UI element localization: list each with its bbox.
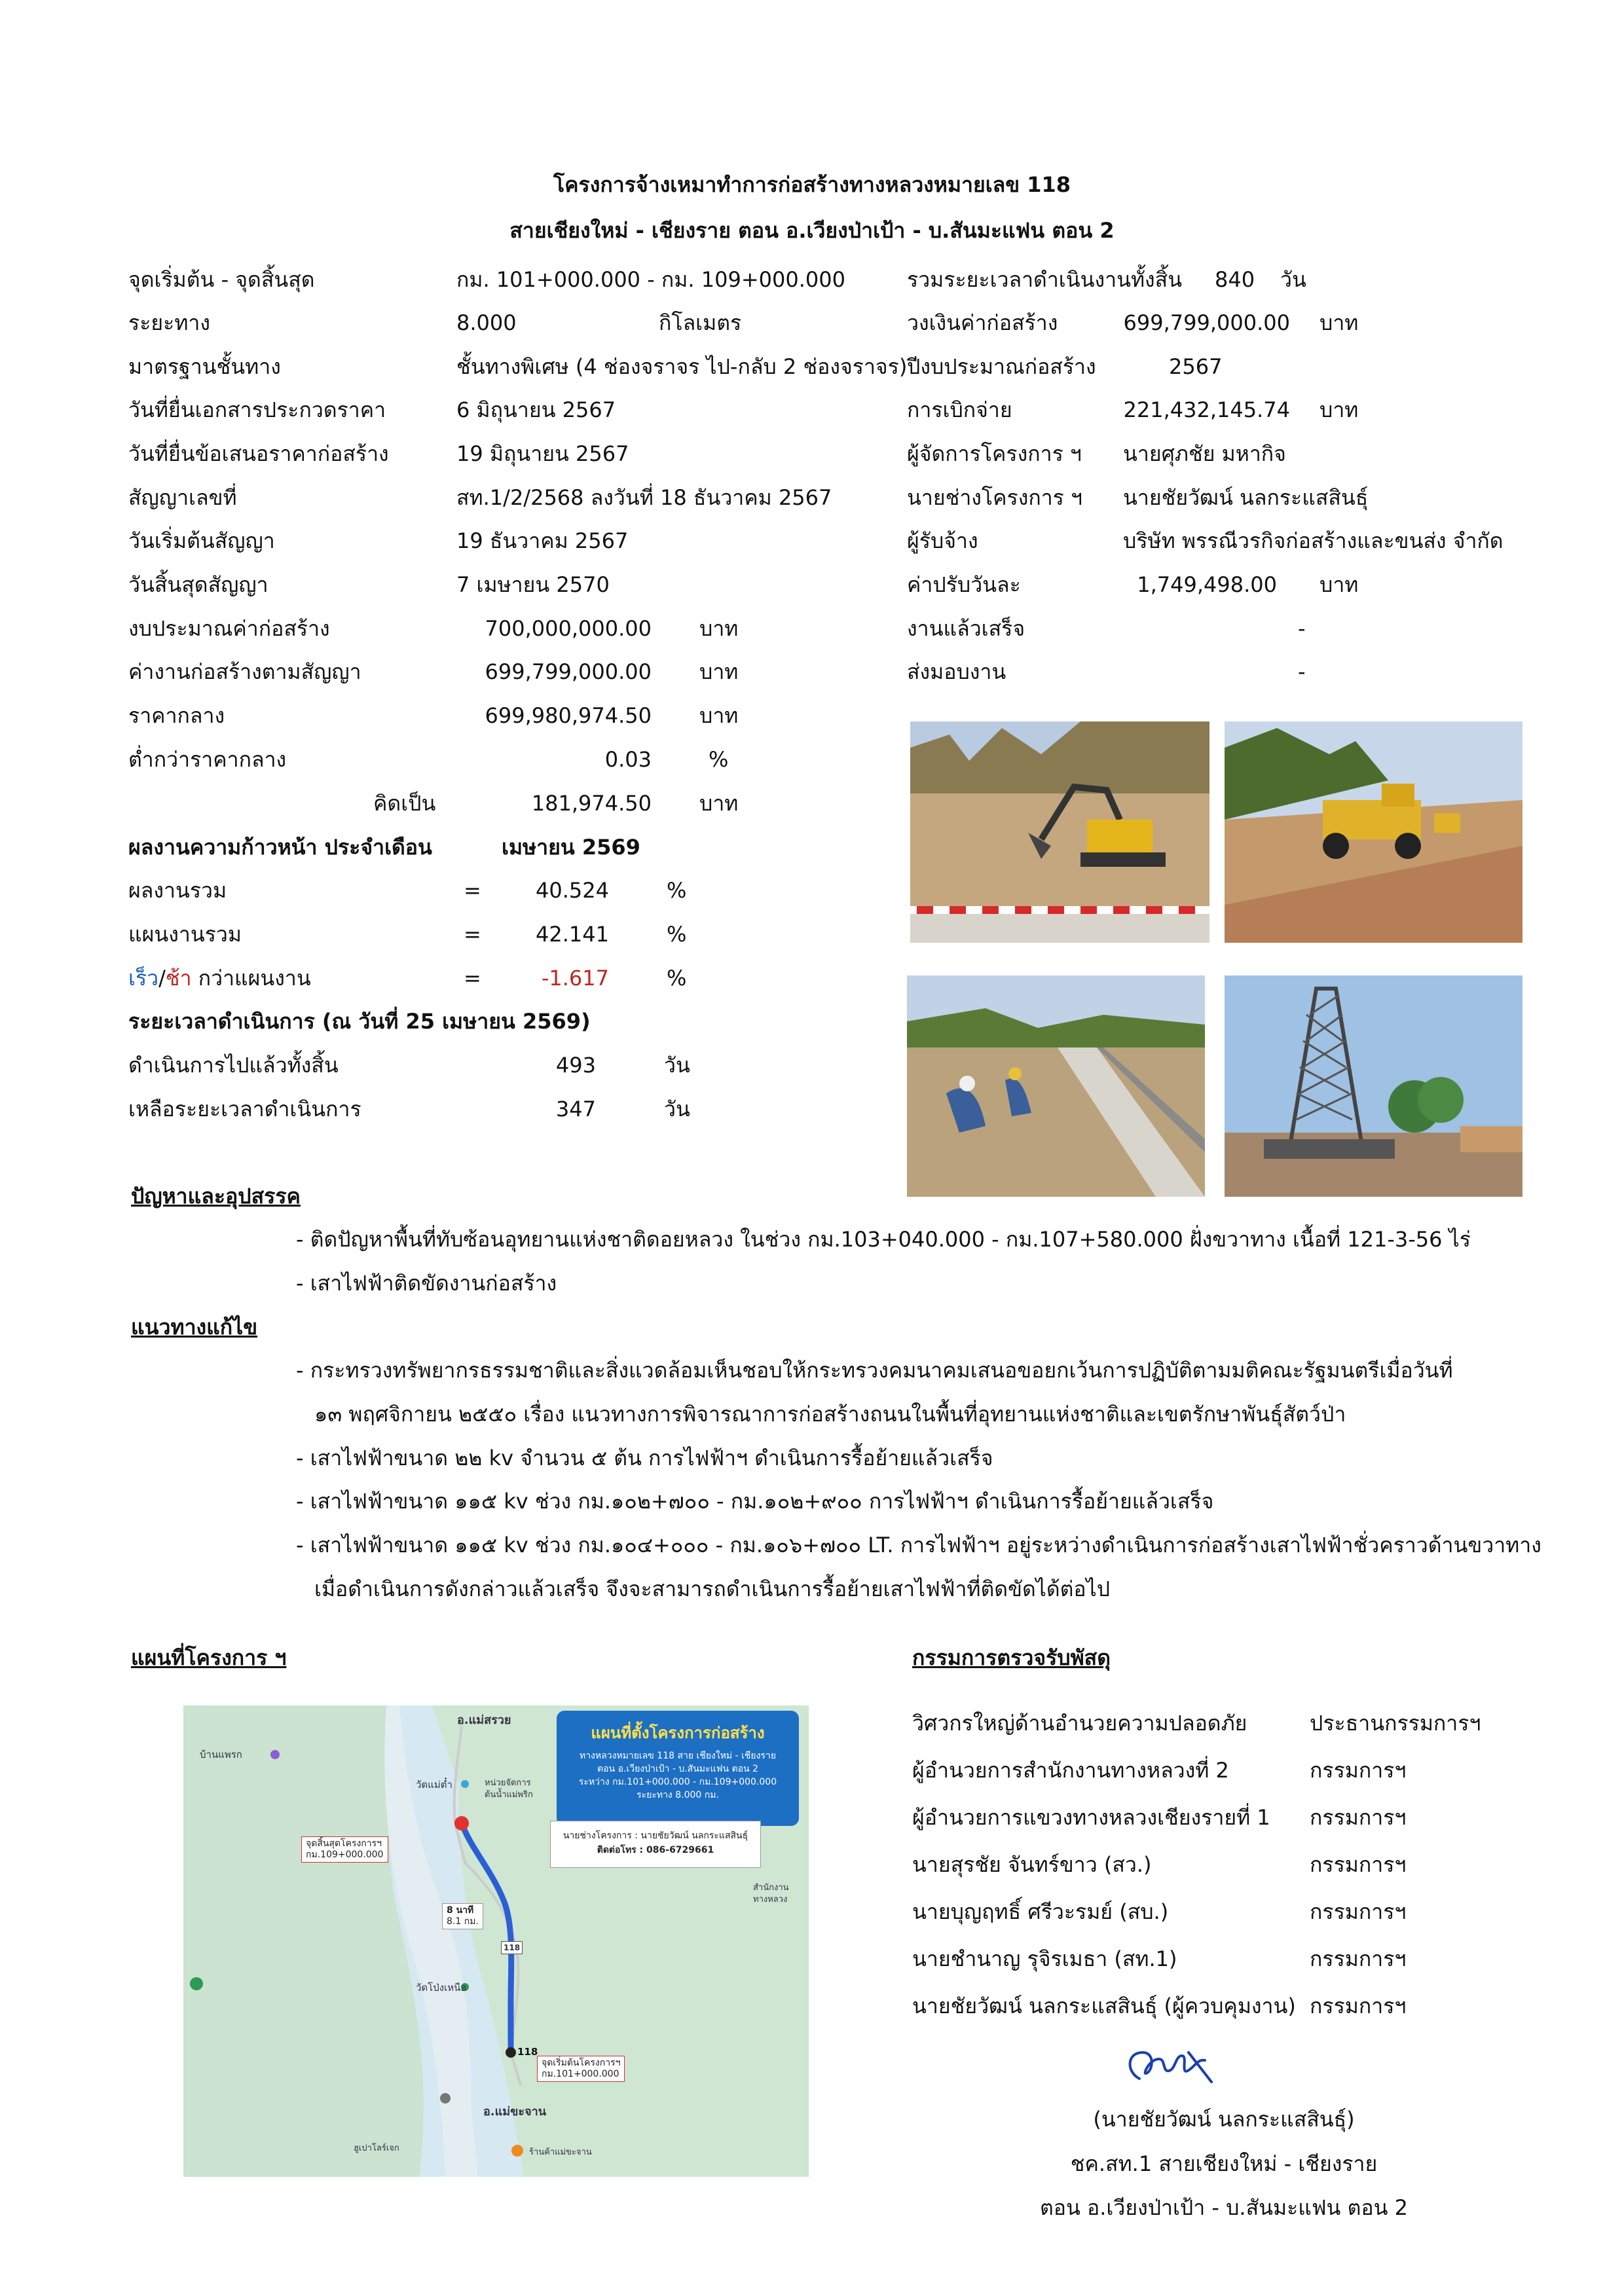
- info-value: 840: [1215, 267, 1255, 292]
- place-label: หน่วยจัดการต้นน้ำแม่พริก: [485, 1778, 533, 1800]
- budget-value: 181,974.50: [531, 791, 652, 816]
- progress-heading: ผลงานความก้าวหน้า ประจำเดือน: [128, 835, 432, 860]
- info-value: นายศุภชัย มหากิจ: [1123, 441, 1286, 466]
- solution-item: - เสาไฟฟ้าขนาด ๒๒ kv จำนวน ๕ ต้น การไฟฟ้าฯ ดำเนินการรื้อย้ายแล้วเสร็จ: [296, 1446, 993, 1470]
- end-point-box: [301, 1836, 388, 1863]
- info-label: วงเงินค่าก่อสร้าง: [907, 310, 1058, 335]
- bottom-town-label: อ.แม่ขะจาน: [483, 2105, 547, 2119]
- place-label: วัดแม่ต๋ำ: [416, 1779, 452, 1791]
- info-value: 2567: [1169, 354, 1223, 379]
- budget-label: ต่ำกว่าราคากลาง: [128, 747, 287, 772]
- map-title-box: [557, 1711, 799, 1826]
- info-value: 699,799,000.00: [1123, 310, 1290, 335]
- problem-item: - เสาไฟฟ้าติดขัดงานก่อสร้าง: [296, 1271, 557, 1296]
- excavator-photo: [910, 721, 1209, 943]
- info-label: งานแล้วเสร็จ: [907, 616, 1025, 641]
- info-label: มาตรฐานชั้นทาง: [128, 354, 281, 379]
- solutions-heading: แนวทางแก้ไข: [131, 1315, 258, 1339]
- progress-value: 42.141: [536, 922, 609, 947]
- committee-name: นายบุญฤทธิ์ ศรีวะรมย์ (สบ.): [912, 1899, 1169, 1924]
- map-title-line: ระหว่าง กม.101+000.000 - กม.109+000.000: [578, 1777, 777, 1787]
- committee-name: ผู้อำนวยการแขวงทางหลวงเชียงรายที่ 1: [912, 1805, 1270, 1830]
- start-point-box: [537, 2056, 625, 2082]
- info-label: สัญญาเลขที่: [128, 485, 237, 510]
- problem-item: - ติดปัญหาพื้นที่ทับซ้อนอุทยานแห่งชาติดอยหลวง ในช่วง กม.103+040.000 - กม.107+580.000 ฝั่งขวาทาง เนื้อที่ 121-3-56 ไร่: [296, 1227, 1471, 1252]
- solution-item: - กระทรวงทรัพยากรธรรมชาติและสิ่งแวดล้อมเห็นชอบให้กระทรวงคมนาคมเสนอขอยกเว้นการปฏิบัติตามมติคณะรัฐมนตรีเมื่อวันที่: [296, 1358, 1453, 1383]
- compare-suffix: กว่าแผนงาน: [191, 966, 311, 991]
- duration-value: 493: [555, 1053, 596, 1078]
- duration-unit: วัน: [664, 1097, 690, 1121]
- committee-role: กรรมการฯ: [1310, 1899, 1407, 1924]
- travel-info: [442, 1903, 483, 1929]
- signature-section: ตอน อ.เวียงป่าเป้า - บ.สันมะแฟน ตอน 2: [1039, 2195, 1408, 2220]
- solution-item: - เสาไฟฟ้าขนาด ๑๑๕ kv ช่วง กม.๑๐๔+๐๐๐ - กม.๑๐๖+๗๐๐ LT. การไฟฟ้าฯ อยู่ระหว่างดำเนินการก่อสร้างเสาไฟฟ้าชั่วคราวด้านขวาทาง: [296, 1533, 1541, 1558]
- info-label: ค่าปรับวันละ: [907, 572, 1021, 597]
- committee-name: นายชำนาญ รุจิรเมธา (สท.1): [912, 1946, 1177, 1971]
- budget-label: งบประมาณค่าก่อสร้าง: [128, 616, 330, 641]
- info-value: 221,432,145.74: [1123, 397, 1290, 422]
- compare-unit: %: [667, 966, 687, 991]
- end-point-km: กม.109+000.000: [306, 1850, 384, 1860]
- compare-value: -1.617: [541, 966, 609, 991]
- signature-position: ชค.สท.1 สายเชียงใหม่ - เชียงราย: [1070, 2151, 1378, 2176]
- committee-name: ผู้อำนวยการสำนักงานทางหลวงที่ 2: [912, 1758, 1229, 1783]
- info-label: ระยะทาง: [128, 310, 210, 335]
- info-unit: บาท: [1320, 310, 1359, 335]
- compare-label: [128, 964, 311, 993]
- duration-unit: วัน: [664, 1053, 690, 1078]
- map-title-line: ทางหลวงหมายเลข 118 สาย เชียงใหม่ - เชียงราย: [579, 1751, 777, 1761]
- travel-time: 8 นาที: [447, 1905, 474, 1916]
- place-label: สำนักงาน ทางหลวง: [753, 1883, 789, 1904]
- progress-label: ผลงานรวม: [128, 878, 227, 903]
- place-label: วัดโป่งเหนือ: [416, 1982, 467, 1994]
- info-value: 8.000: [456, 310, 517, 335]
- top-town-label: อ.แม่สรวย: [457, 1713, 511, 1727]
- info-label: วันเริ่มต้นสัญญา: [128, 528, 275, 553]
- info-value: 19 มิถุนายน 2567: [456, 441, 629, 466]
- start-point-km: กม.101+000.000: [542, 2069, 619, 2079]
- budget-unit: %: [709, 747, 729, 772]
- info-label: ผู้รับจ้าง: [907, 528, 978, 553]
- duration-label: ดำเนินการไปแล้วทั้งสิ้น: [128, 1053, 339, 1078]
- signature-name: (นายชัยวัฒน์ นลกระแสสินธุ์): [1093, 2107, 1355, 2132]
- info-label: วันสิ้นสุดสัญญา: [128, 572, 268, 597]
- budget-label: ราคากลาง: [128, 703, 225, 728]
- info-label: ส่งมอบงาน: [907, 659, 1006, 684]
- slow-text: ช้า: [165, 966, 192, 991]
- duration-value: 347: [555, 1097, 596, 1121]
- budget-value: 0.03: [604, 747, 652, 772]
- budget-value: 700,000,000.00: [485, 616, 652, 641]
- info-label: ปีงบประมาณก่อสร้าง: [907, 354, 1096, 379]
- signature-mark: [1113, 2033, 1225, 2098]
- budget-unit: บาท: [699, 659, 739, 684]
- committee-heading: กรรมการตรวจรับพัสดุ: [912, 1645, 1111, 1670]
- committee-role: ประธานกรรมการฯ: [1310, 1711, 1481, 1736]
- problems-heading: ปัญหาและอุปสรรค: [131, 1184, 301, 1209]
- pile-tower-photo: [1225, 975, 1522, 1197]
- map-contact-line: ติดต่อโทร : 086-6729661: [597, 1845, 714, 1855]
- committee-role: กรรมการฯ: [1310, 1994, 1407, 2018]
- budget-unit: บาท: [699, 703, 739, 728]
- info-value: -: [1298, 659, 1306, 684]
- committee-name: วิศวกรใหญ่ด้านอำนวยความปลอดภัย: [912, 1711, 1247, 1736]
- info-unit: กิโลเมตร: [659, 310, 742, 335]
- info-value: นายชัยวัฒน์ นลกระแสสินธุ์: [1123, 485, 1369, 510]
- map-heading: แผนที่โครงการ ฯ: [131, 1645, 287, 1670]
- info-unit: วัน: [1280, 267, 1306, 292]
- info-unit: บาท: [1320, 397, 1359, 422]
- info-value: 7 เมษายน 2570: [456, 572, 610, 597]
- info-value: ชั้นทางพิเศษ (4 ช่องจราจร ไป-กลับ 2 ช่องจราจร): [456, 354, 908, 379]
- committee-role: กรรมการฯ: [1310, 1852, 1407, 1877]
- place-label: ร้านค้าแม่ขะจาน: [529, 2147, 592, 2157]
- slash-text: /: [158, 966, 166, 991]
- solution-item: เมื่อดำเนินการดังกล่าวแล้วเสร็จ จึงจะสามารถดำเนินการรื้อย้ายเสาไฟฟ้าที่ติดขัดได้ต่อไป: [314, 1576, 1111, 1601]
- solution-item: - เสาไฟฟ้าขนาด ๑๑๕ kv ช่วง กม.๑๐๒+๗๐๐ - กม.๑๐๒+๙๐๐ การไฟฟ้าฯ ดำเนินการรื้อย้ายแล้วเสร็จ: [296, 1489, 1214, 1514]
- travel-distance: 8.1 กม.: [447, 1916, 479, 1927]
- committee-name: นายสุรชัย จันทร์ขาว (สว.): [912, 1852, 1152, 1877]
- budget-value: 699,799,000.00: [485, 659, 652, 684]
- compare-eq: =: [464, 966, 481, 991]
- info-label: วันที่ยื่นข้อเสนอราคาก่อสร้าง: [128, 441, 389, 466]
- info-label: การเบิกจ่าย: [907, 397, 1012, 422]
- info-label: จุดเริ่มต้น - จุดสิ้นสุด: [128, 267, 315, 292]
- fast-text: เร็ว: [128, 966, 159, 991]
- route-number: 118: [517, 2046, 538, 2058]
- progress-month: เมษายน 2569: [502, 835, 640, 860]
- info-value: สท.1/2/2568 ลงวันที่ 18 ธันวาคม 2567: [456, 485, 832, 510]
- progress-eq: =: [464, 922, 481, 947]
- place-label: บ้านแพรก: [200, 1749, 242, 1760]
- progress-unit: %: [667, 878, 687, 903]
- info-label: นายช่างโครงการ ฯ: [907, 485, 1082, 510]
- route-shield: 118: [501, 1941, 523, 1954]
- info-label: วันที่ยื่นเอกสารประกวดราคา: [128, 397, 386, 422]
- info-label: ผู้จัดการโครงการ ฯ: [907, 441, 1082, 466]
- duration-heading: ระยะเวลาดำเนินการ (ณ วันที่ 25 เมษายน 2569): [128, 1009, 591, 1034]
- project-map: [183, 1705, 809, 2177]
- info-label: รวมระยะเวลาดำเนินงานทั้งสิ้น: [907, 267, 1183, 292]
- progress-value: 40.524: [536, 878, 609, 903]
- map-title: แผนที่ตั้งโครงการก่อสร้าง: [591, 1724, 765, 1742]
- duration-label: เหลือระยะเวลาดำเนินการ: [128, 1097, 361, 1121]
- committee-name: นายชัยวัฒน์ นลกระแสสินธุ์ (ผู้ควบคุมงาน): [912, 1994, 1296, 2018]
- grader-photo: [1225, 721, 1522, 943]
- title-line2: สายเชียงใหม่ - เชียงราย ตอน อ.เวียงป่าเป้า - บ.สันมะแฟน ตอน 2: [509, 218, 1115, 243]
- budget-label: คิดเป็น: [373, 791, 436, 816]
- place-label: ฮูเปาโลร์เจก: [354, 2143, 399, 2153]
- committee-role: กรรมการฯ: [1310, 1946, 1407, 1971]
- committee-role: กรรมการฯ: [1310, 1805, 1407, 1830]
- map-title-line: ระยะทาง 8.000 กม.: [637, 1790, 719, 1800]
- end-point-title: จุดสิ้นสุดโครงการฯ: [306, 1838, 382, 1849]
- title-line1: โครงการจ้างเหมาทำการก่อสร้างทางหลวงหมายเลข 118: [553, 172, 1071, 197]
- info-value: 6 มิถุนายน 2567: [456, 397, 616, 422]
- start-point-title: จุดเริ่มต้นโครงการฯ: [542, 2058, 621, 2068]
- workers-photo: [907, 975, 1205, 1197]
- solution-item: ๑๓ พฤศจิกายน ๒๕๕๐ เรื่อง แนวทางการพิจารณาการก่อสร้างถนนในพื้นที่อุทยานแห่งชาติและเขตรักษาพันธุ์สัตว์ป่า: [314, 1402, 1346, 1427]
- info-unit: บาท: [1320, 572, 1359, 597]
- budget-label: ค่างานก่อสร้างตามสัญญา: [128, 659, 361, 684]
- budget-unit: บาท: [699, 616, 739, 641]
- progress-label: แผนงานรวม: [128, 922, 242, 947]
- info-value: บริษัท พรรณีวรกิจก่อสร้างและขนส่ง จำกัด: [1123, 528, 1504, 553]
- budget-value: 699,980,974.50: [485, 703, 652, 728]
- progress-unit: %: [667, 922, 687, 947]
- map-contact-line: นายช่างโครงการ : นายชัยวัฒน์ นลกระแสสินธุ์: [563, 1831, 748, 1841]
- committee-role: กรรมการฯ: [1310, 1758, 1407, 1783]
- map-title-line: ตอน อ.เวียงป่าเป้า - บ.สันมะแฟน ตอน 2: [597, 1764, 758, 1774]
- info-value: 19 ธันวาคม 2567: [456, 528, 629, 553]
- info-value: กม. 101+000.000 - กม. 109+000.000: [456, 267, 845, 292]
- progress-eq: =: [464, 878, 481, 903]
- info-value: 1,749,498.00: [1137, 572, 1277, 597]
- map-contact-box: [550, 1821, 761, 1868]
- info-value: -: [1298, 616, 1306, 641]
- budget-unit: บาท: [699, 791, 739, 816]
